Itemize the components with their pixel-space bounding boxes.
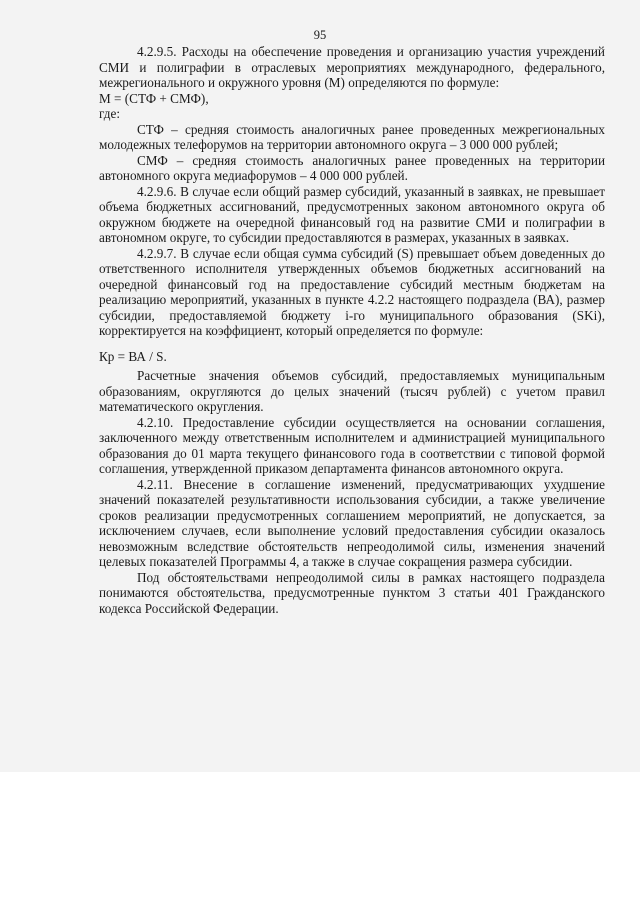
page-number: 95 — [313, 28, 327, 42]
paragraph-4-2-9-5: 4.2.9.5. Расходы на обеспечение проведения и организацию участия учреждений СМИ и полиграфии в отраслевых мероприятиях международного, федерального, межрегионального и окружного уровня (М) определяются по формуле: — [99, 44, 605, 90]
definition-stf: СТФ – средняя стоимость аналогичных ранее проведенных межрегиональных молодежных телефорумов на территории автономного округа – 3 000 000 рублей; — [99, 121, 605, 152]
where-label: где: — [99, 106, 120, 121]
paragraph-4-2-11: 4.2.11. Внесение в соглашение изменений, предусматривающих ухудшение значений показателей результативности использования субсидии, а также увеличение сроков реализации предусмотренных соглашением мероприятий, не допускается, за исключением случаев, если выполнение условий предоставления субсидии оказалось невозможным вследствие обстоятельств непреодолимой силы, изменения значений целевых показателей Программы 4, а также в случае сокращения размера субсидии. — [99, 476, 605, 569]
paragraph-4-2-10: 4.2.10. Предоставление субсидии осуществляется на основании соглашения, заключенного между ответственным исполнителем и администрацией муниципального образования до 01 марта текущего финансового года в соответствии с типовой формой соглашения, утвержденной приказом департамента финансов автономного округа. — [99, 414, 605, 476]
paragraph-4-2-9-6: 4.2.9.6. В случае если общий размер субсидий, указанный в заявках, не превышает объема бюджетных ассигнований, предусмотренных законом автономного округа об окружном бюджете на очередной финансовый год на развитие СМИ и полиграфии в автономном округе, то субсидии предоставляются в размерах, указанных в заявках. — [99, 183, 605, 245]
formula-m: М = (СТФ + СМФ), — [99, 90, 209, 106]
document-body — [99, 44, 605, 616]
formula-kp: Кр = ВА / S. — [99, 348, 167, 364]
definition-smf: СМФ – средняя стоимость аналогичных ранее проведенных на территории автономного округа медиафорумов – 4 000 000 рублей. — [99, 152, 605, 183]
paragraph-force-majeure: Под обстоятельствами непреодолимой силы в рамках настоящего подраздела понимаются обстоятельства, предусмотренные пунктом 3 статьи 401 Гражданского кодекса Российской Федерации. — [99, 569, 605, 616]
paragraph-4-2-9-7: 4.2.9.7. В случае если общая сумма субсидий (S) превышает объем доведенных до ответственного исполнителя утвержденных объемов бюджетных ассигнований на очередной финансовый год на предоставление субсидий местным бюджетам на реализацию мероприятий, указанных в пункте 4.2.2 настоящего подраздела (ВА), размер субсидии, предоставляемой бюджету i-го муниципального образования (SKi), корректируется на коэффициент, который определяется по формуле: — [99, 245, 605, 338]
paragraph-rounding: Расчетные значения объемов субсидий, предоставляемых муниципальным образованиям, округляются до целых значений (тысяч рублей) с учетом правил математического округления. — [99, 368, 605, 414]
